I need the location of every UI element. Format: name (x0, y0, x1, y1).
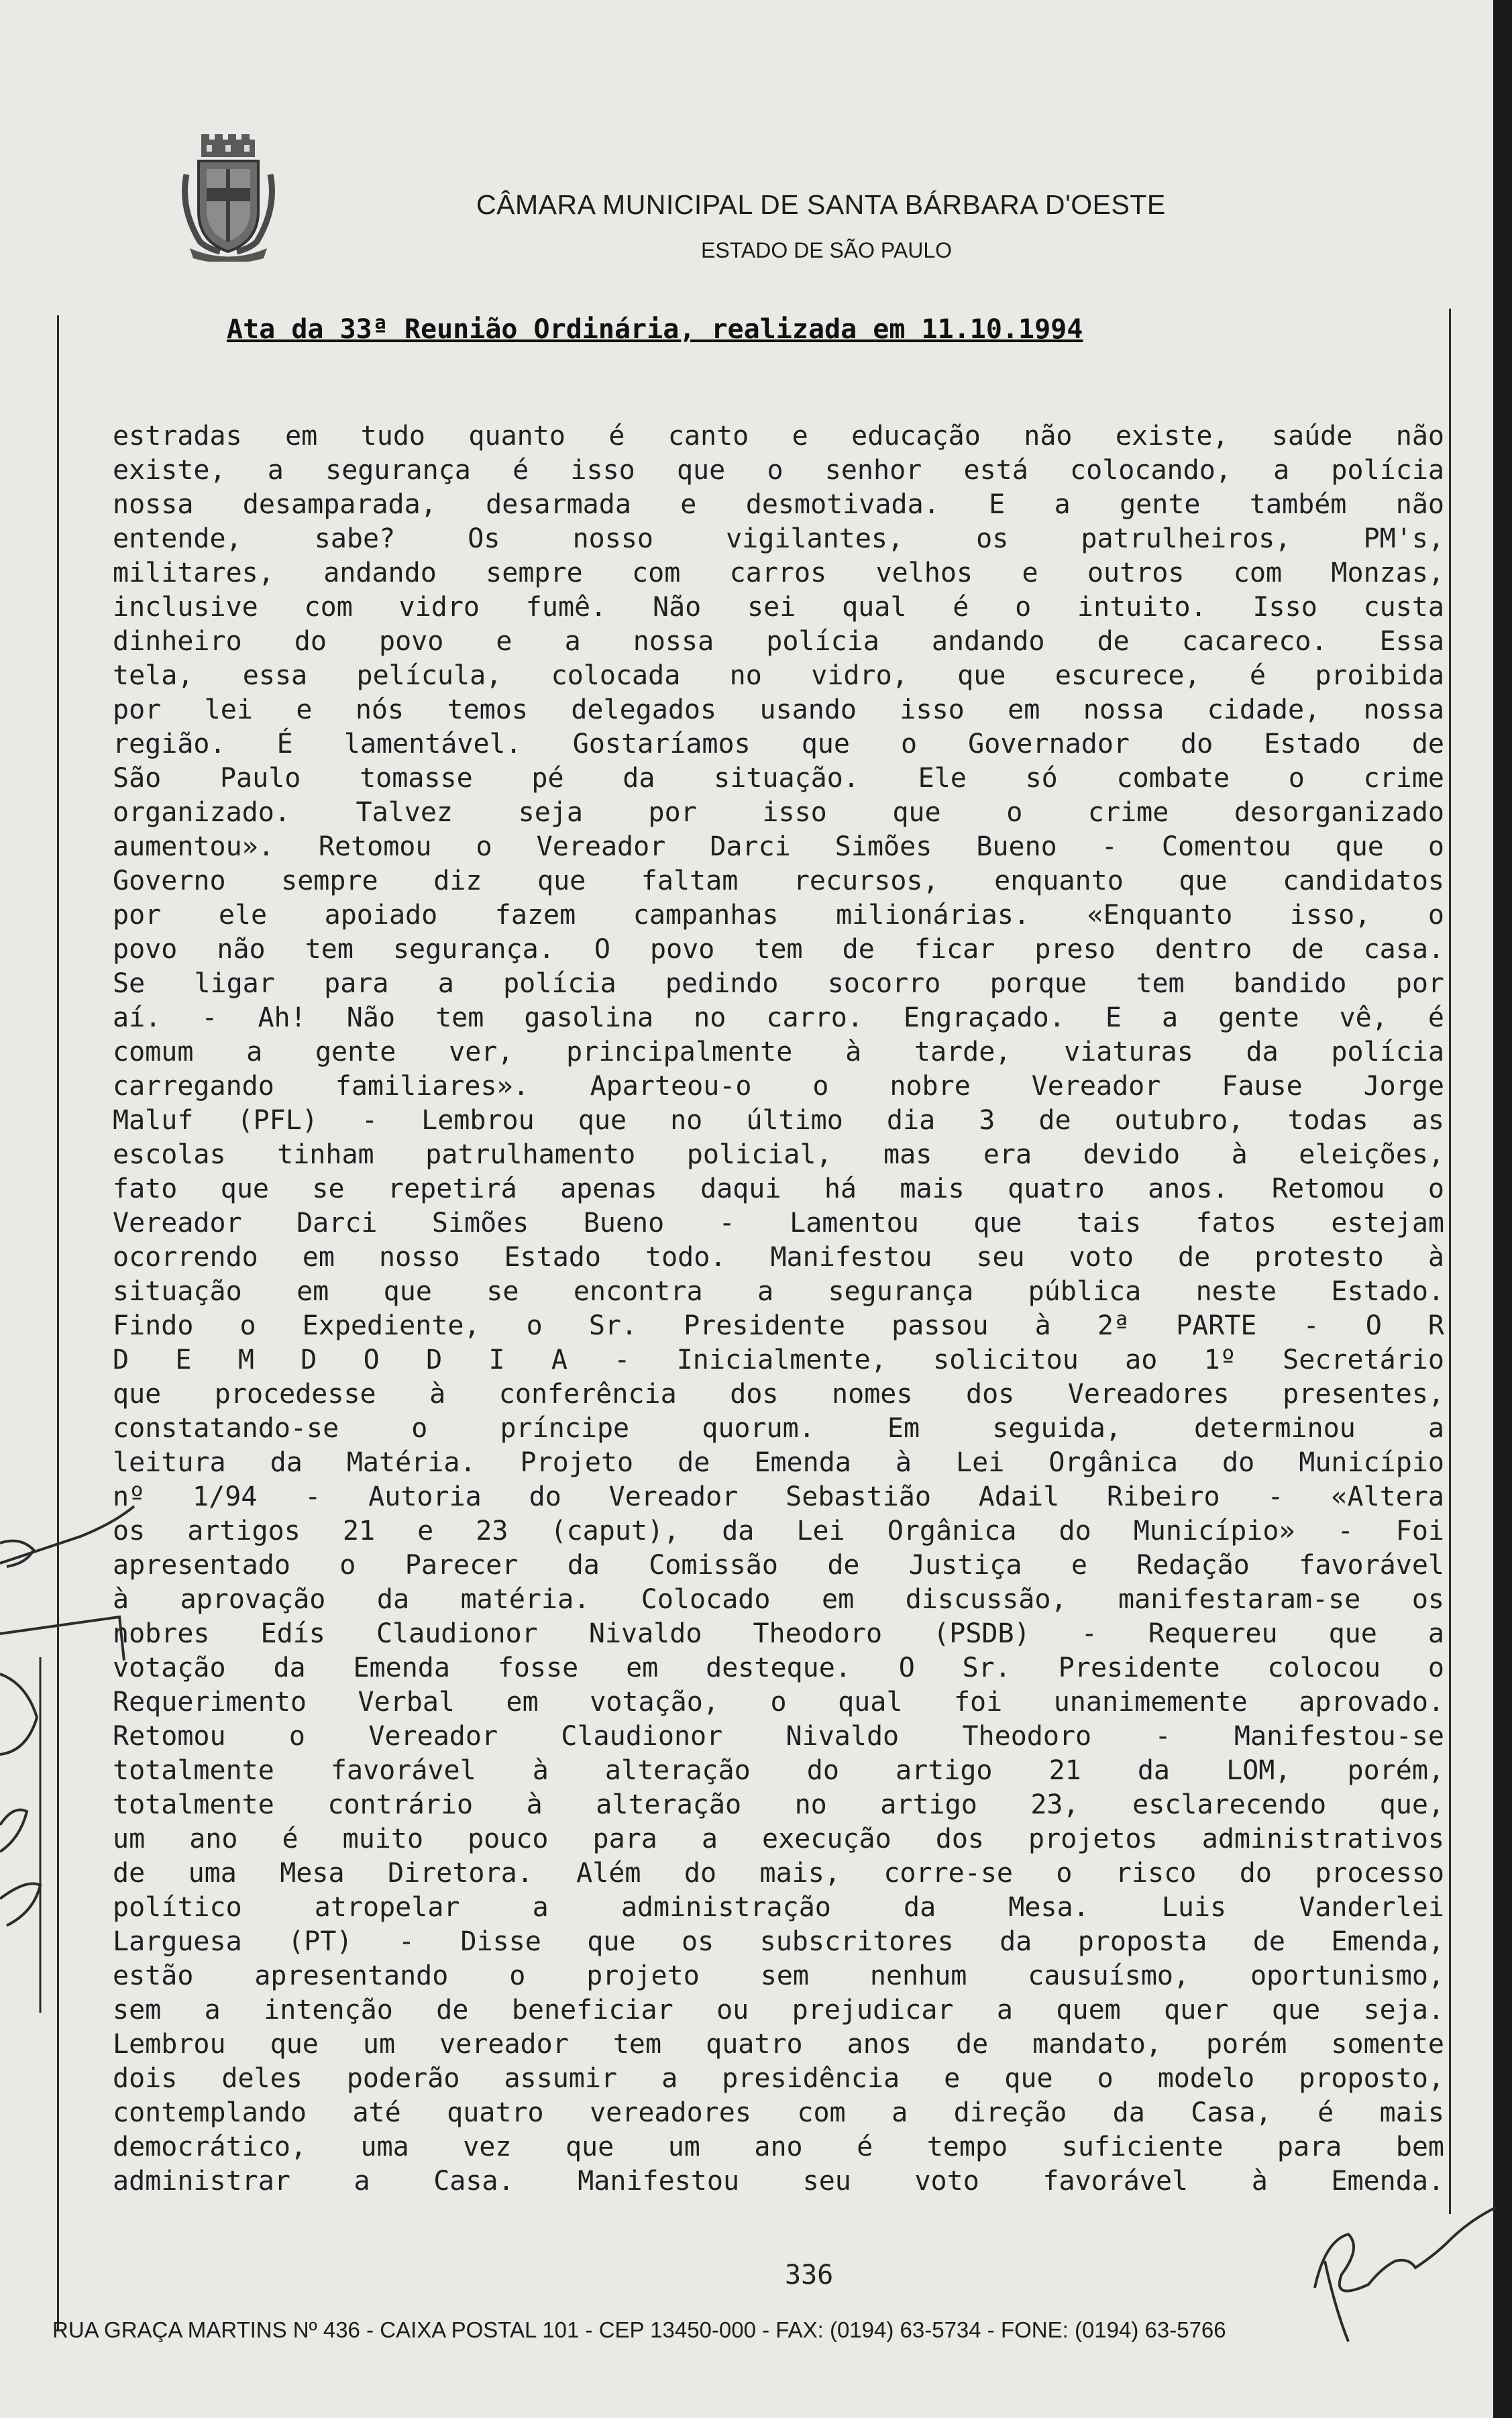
margin-bracket-stroke (0, 1617, 124, 1661)
body-line: totalmente favorável à alteração do artigo 21 da LOM, porém, (113, 1755, 1444, 1786)
body-line: estão apresentando o projeto sem nenhum causuísmo, oportunismo, (113, 1960, 1444, 1991)
body-line: nossa desamparada, desarmada e desmotivada. E a gente também não (113, 489, 1444, 520)
body-line: povo não tem segurança. O povo tem de ficar preso dentro de casa. (113, 934, 1444, 965)
body-line: democrático, uma vez que um ano é tempo suficiente para bem (113, 2132, 1444, 2162)
body-line: fato que se repetirá apenas daqui há mais quatro anos. Retomou o (113, 1173, 1444, 1204)
state-name: ESTADO DE SÃO PAULO (701, 238, 953, 262)
body-line: aí. - Ah! Não tem gasolina no carro. Engraçado. E a gente vê, é (113, 1002, 1444, 1033)
body-line: por lei e nós temos delegados usando isso em nossa cidade, nossa (113, 694, 1444, 725)
body-line: contemplando até quatro vereadores com a direção da Casa, é mais (113, 2097, 1444, 2128)
body-line: D E M D O D I A - Inicialmente, solicitou ao 1º Secretário (113, 1345, 1444, 1375)
body-line: leitura da Matéria. Projeto de Emenda à Lei Orgânica do Município (113, 1447, 1444, 1478)
body-line: que procedesse à conferência dos nomes dos Vereadores presentes, (113, 1379, 1444, 1410)
body-line: por ele apoiado fazem campanhas milionárias. «Enquanto isso, o (113, 900, 1444, 931)
address-footer: RUA GRAÇA MARTINS Nº 436 - CAIXA POSTAL 101 - CEP 13450-000 - FAX: (0194) 63-5734 - FONE: (0194) 63-5766 (52, 2317, 1226, 2342)
body-line: nº 1/94 - Autoria do Vereador Sebastião Adail Ribeiro - «Altera (113, 1481, 1444, 1512)
municipal-crest-icon (180, 134, 277, 262)
body-line: inclusive com vidro fumê. Não sei qual é o intuito. Isso custa (113, 592, 1444, 623)
body-line: aumentou». Retomou o Vereador Darci Simões Bueno - Comentou que o (113, 831, 1444, 862)
body-line: Maluf (PFL) - Lembrou que no último dia 3 de outubro, todas as (113, 1105, 1444, 1136)
body-line: comum a gente ver, principalmente à tarde, viaturas da polícia (113, 1037, 1444, 1067)
body-line: São Paulo tomasse pé da situação. Ele só combate o crime (113, 763, 1444, 794)
body-line: situação em que se encontra a segurança pública neste Estado. (113, 1276, 1444, 1307)
body-line: à aprovação da matéria. Colocado em discussão, manifestaram-se os (113, 1584, 1444, 1615)
left-margin-rule (57, 315, 59, 2331)
body-line: de uma Mesa Diretora. Além do mais, corre-se o risco do processo (113, 1858, 1444, 1889)
body-line: Findo o Expediente, o Sr. Presidente passou à 2ª PARTE - O R (113, 1310, 1444, 1341)
body-line: um ano é muito pouco para a execução dos projetos administrativos (113, 1824, 1444, 1854)
body-line: entende, sabe? Os nosso vigilantes, os patrulheiros, PM's, (113, 523, 1444, 554)
margin-initial-stroke (0, 1884, 40, 1926)
margin-signature-stroke (0, 1541, 34, 1567)
body-line: ocorrendo em nosso Estado todo. Manifestou seu voto de protesto à (113, 1242, 1444, 1273)
body-line: Larguesa (PT) - Disse que os subscritores da proposta de Emenda, (113, 1926, 1444, 1957)
page-number: 336 (785, 2260, 834, 2291)
margin-initial-stroke (0, 1810, 27, 1852)
body-line: tela, essa película, colocada no vidro, que escurece, é proibida (113, 660, 1444, 691)
body-line: dinheiro do povo e a nossa polícia andando de cacareco. Essa (113, 626, 1444, 657)
body-line: Retomou o Vereador Claudionor Nivaldo Theodoro - Manifestou-se (113, 1721, 1444, 1752)
body-line: região. É lamentável. Gostaríamos que o Governador do Estado de (113, 729, 1444, 759)
right-margin-rule (1449, 309, 1451, 2214)
body-line: Se ligar para a polícia pedindo socorro porque tem bandido por (113, 968, 1444, 999)
body-line: existe, a segurança é isso que o senhor está colocando, a polícia (113, 455, 1444, 486)
minutes-body (113, 419, 1444, 2199)
body-line: carregando familiares». Aparteou-o o nobre Vereador Fause Jorge (113, 1071, 1444, 1102)
body-line: totalmente contrário à alteração no artigo 23, esclarecendo que, (113, 1789, 1444, 1820)
body-line: apresentado o Parecer da Comissão de Justiça e Redação favorável (113, 1550, 1444, 1581)
organization-name: CÂMARA MUNICIPAL DE SANTA BÁRBARA D'OESTE (476, 189, 1166, 220)
body-line: estradas em tudo quanto é canto e educação não existe, saúde não (113, 421, 1444, 452)
document-title: Ata da 33ª Reunião Ordinária, realizada em 11.10.1994 (227, 314, 1083, 345)
body-line: organizado. Talvez seja por isso que o crime desorganizado (113, 797, 1444, 828)
body-line: Vereador Darci Simões Bueno - Lamentou que tais fatos estejam (113, 1208, 1444, 1239)
body-line: dois deles poderão assumir a presidência e que o modelo proposto, (113, 2063, 1444, 2094)
body-line: político atropelar a administração da Mesa. Luis Vanderlei (113, 1892, 1444, 1923)
page-signature-stroke (1315, 2207, 1496, 2291)
body-line: Requerimento Verbal em votação, o qual foi unanimemente aprovado. (113, 1687, 1444, 1718)
body-line: Lembrou que um vereador tem quatro anos de mandato, porém somente (113, 2029, 1444, 2060)
body-line: votação da Emenda fosse em desteque. O Sr. Presidente colocou o (113, 1652, 1444, 1683)
body-line: escolas tinham patrulhamento policial, mas era devido à eleições, (113, 1139, 1444, 1170)
body-line: Governo sempre diz que faltam recursos, enquanto que candidatos (113, 865, 1444, 896)
body-line: os artigos 21 e 23 (caput), da Lei Orgânica do Município» - Foi (113, 1516, 1444, 1546)
body-line: militares, andando sempre com carros velhos e outros com Monzas, (113, 558, 1444, 588)
body-line: constatando-se o príncipe quorum. Em seguida, determinou a (113, 1413, 1444, 1444)
body-line: administrar a Casa. Manifestou seu voto favorável à Emenda. (113, 2166, 1444, 2197)
body-line: sem a intenção de beneficiar ou prejudicar a quem quer que seja. (113, 1995, 1444, 2026)
margin-initial-stroke (0, 1674, 37, 1754)
body-line: nobres Edís Claudionor Nivaldo Theodoro (PSDB) - Requereu que a (113, 1618, 1444, 1649)
page-edge (1493, 0, 1512, 2418)
